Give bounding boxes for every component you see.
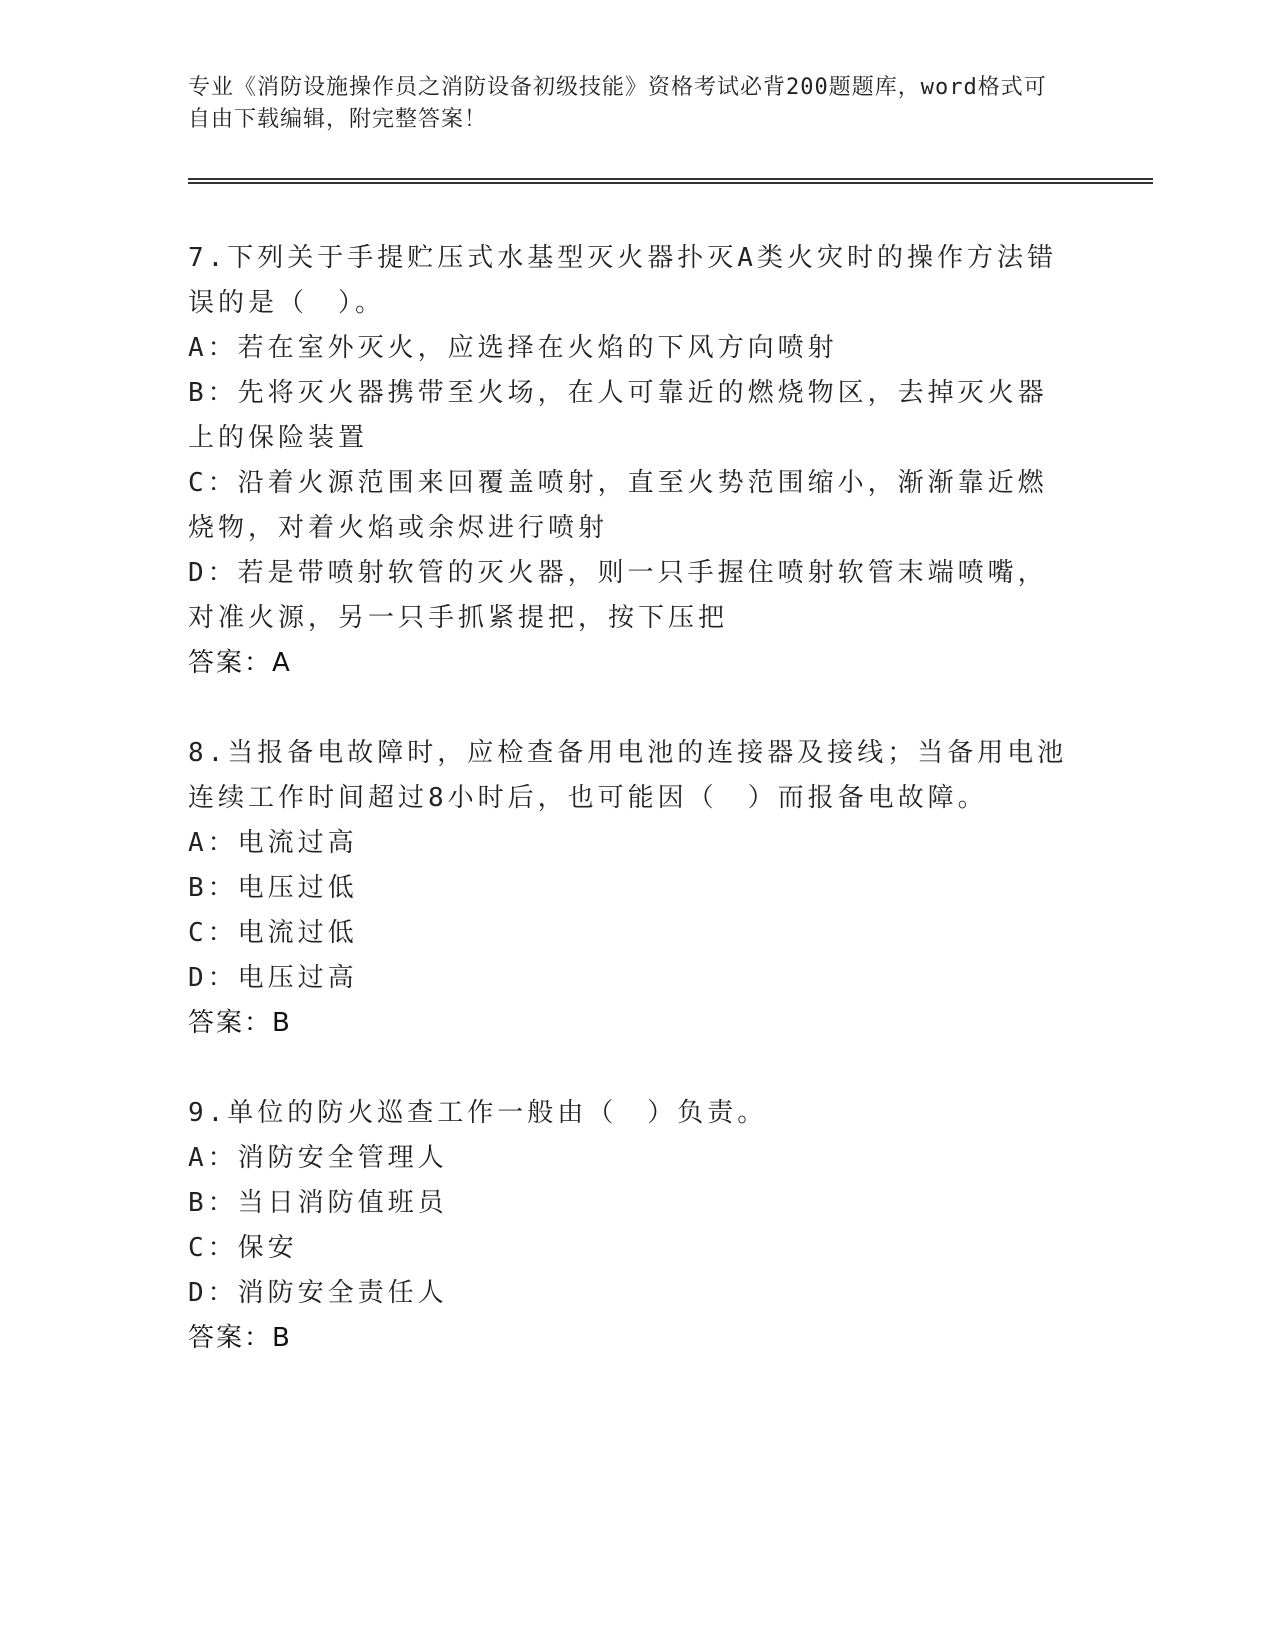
question-9 [188, 1091, 1068, 1361]
answer-line: 答案：B [188, 1008, 292, 1038]
question-list [188, 236, 1068, 1406]
option-c: C：电流过低 [188, 918, 358, 948]
option-a: A：消防安全管理人 [188, 1143, 448, 1173]
answer-line: 答案：A [188, 648, 292, 678]
option-c: C：保安 [188, 1233, 298, 1263]
option-a: A：电流过高 [188, 828, 358, 858]
header-divider [188, 178, 1153, 184]
answer-line: 答案：B [188, 1323, 292, 1353]
option-d: D：消防安全责任人 [188, 1278, 448, 1308]
document-header: 专业《消防设施操作员之消防设备初级技能》资格考试必背200题题库，word格式可自由下载编辑，附完整答案！ [188, 75, 1047, 132]
question-7 [188, 236, 1068, 686]
option-d: D：若是带喷射软管的灭火器，则一只手握住喷射软管末端喷嘴，对准火源，另一只手抓紧提把，按下压把 [188, 558, 1048, 633]
question-stem: 7.下列关于手提贮压式水基型灭火器扑灭A类火灾时的操作方法错误的是（ ）。 [188, 243, 1057, 318]
question-stem: 9.单位的防火巡查工作一般由（ ）负责。 [188, 1098, 768, 1128]
option-d: D：电压过高 [188, 963, 358, 993]
question-stem: 8.当报备电故障时，应检查备用电池的连接器及接线；当备用电池连续工作时间超过8小时后，也可能因（ ）而报备电故障。 [188, 738, 1068, 813]
option-c: C：沿着火源范围来回覆盖喷射，直至火势范围缩小，渐渐靠近燃烧物，对着火焰或余烬进行喷射 [188, 468, 1048, 543]
question-8 [188, 731, 1068, 1046]
option-b: B：先将灭火器携带至火场，在人可靠近的燃烧物区，去掉灭火器上的保险装置 [188, 378, 1048, 453]
option-b: B：电压过低 [188, 873, 358, 903]
option-a: A：若在室外灭火，应选择在火焰的下风方向喷射 [188, 333, 838, 363]
option-b: B：当日消防值班员 [188, 1188, 448, 1218]
